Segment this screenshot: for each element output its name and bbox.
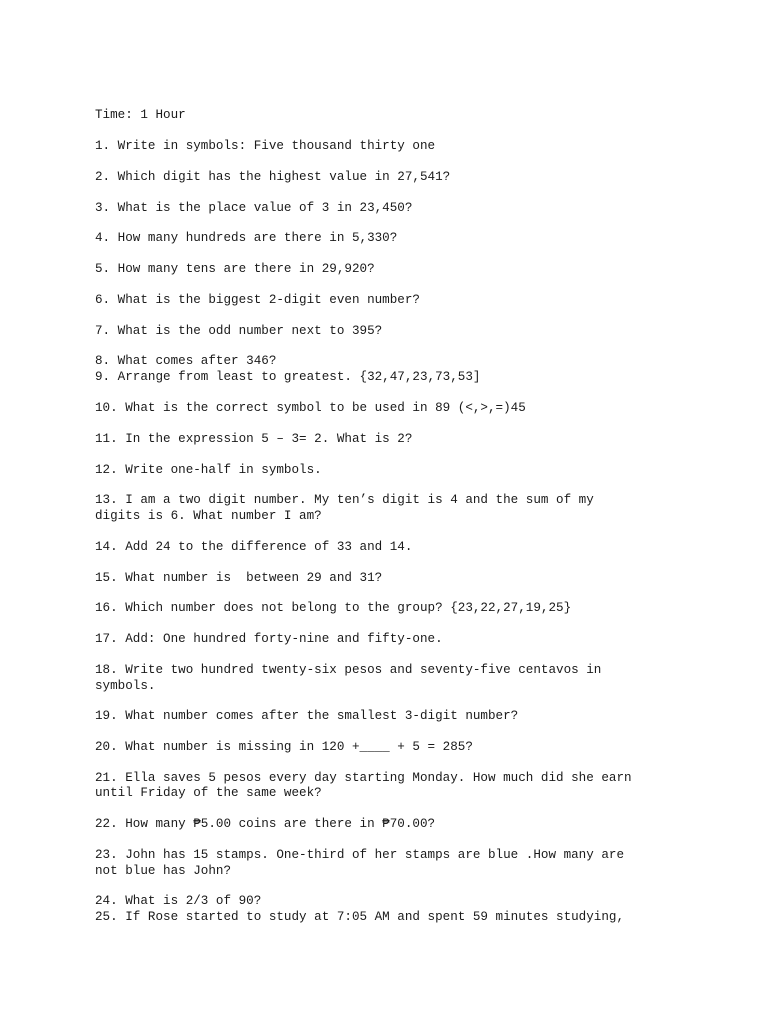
question-11: 11. In the expression 5 – 3= 2. What is 2? [95,432,413,446]
question-14: 14. Add 24 to the difference of 33 and 14. [95,540,413,554]
question-4: 4. How many hundreds are there in 5,330? [95,231,398,245]
question-18-continued: symbols. [95,679,156,693]
question-1: 1. Write in symbols: Five thousand thirty one [95,139,436,153]
question-13-continued: digits is 6. What number I am? [95,509,322,523]
question-21-continued: until Friday of the same week? [95,786,322,800]
question-23: 23. John has 15 stamps. One-third of her stamps are blue .How many are [95,848,625,862]
question-6: 6. What is the biggest 2-digit even number? [95,293,420,307]
question-13: 13. I am a two digit number. My ten’s digit is 4 and the sum of my [95,493,594,507]
question-18: 18. Write two hundred twenty-six pesos and seventy-five centavos in [95,663,602,677]
question-10: 10. What is the correct symbol to be used in 89 (<,>,=)45 [95,401,526,415]
question-25: 25. If Rose started to study at 7:05 AM and spent 59 minutes studying, [95,910,625,924]
question-3: 3. What is the place value of 3 in 23,450? [95,201,413,215]
question-22: 22. How many ₱5.00 coins are there in ₱70.00? [95,817,436,831]
question-23-continued: not blue has John? [95,864,232,878]
question-15: 15. What number is between 29 and 31? [95,571,383,585]
question-5: 5. How many tens are there in 29,920? [95,262,375,276]
time-header: Time: 1 Hour [95,108,186,122]
question-24: 24. What is 2/3 of 90? [95,894,262,908]
question-8: 8. What comes after 346? [95,354,277,368]
question-2: 2. Which digit has the highest value in 27,541? [95,170,451,184]
question-9: 9. Arrange from least to greatest. {32,47,23,73,53] [95,370,481,384]
question-16: 16. Which number does not belong to the group? {23,22,27,19,25} [95,601,572,615]
question-7: 7. What is the odd number next to 395? [95,324,383,338]
question-17: 17. Add: One hundred forty-nine and fifty-one. [95,632,443,646]
question-12: 12. Write one-half in symbols. [95,463,322,477]
question-20: 20. What number is missing in 120 +____ + 5 = 285? [95,740,473,754]
question-19: 19. What number comes after the smallest 3-digit number? [95,709,519,723]
question-21: 21. Ella saves 5 pesos every day starting Monday. How much did she earn [95,771,632,785]
